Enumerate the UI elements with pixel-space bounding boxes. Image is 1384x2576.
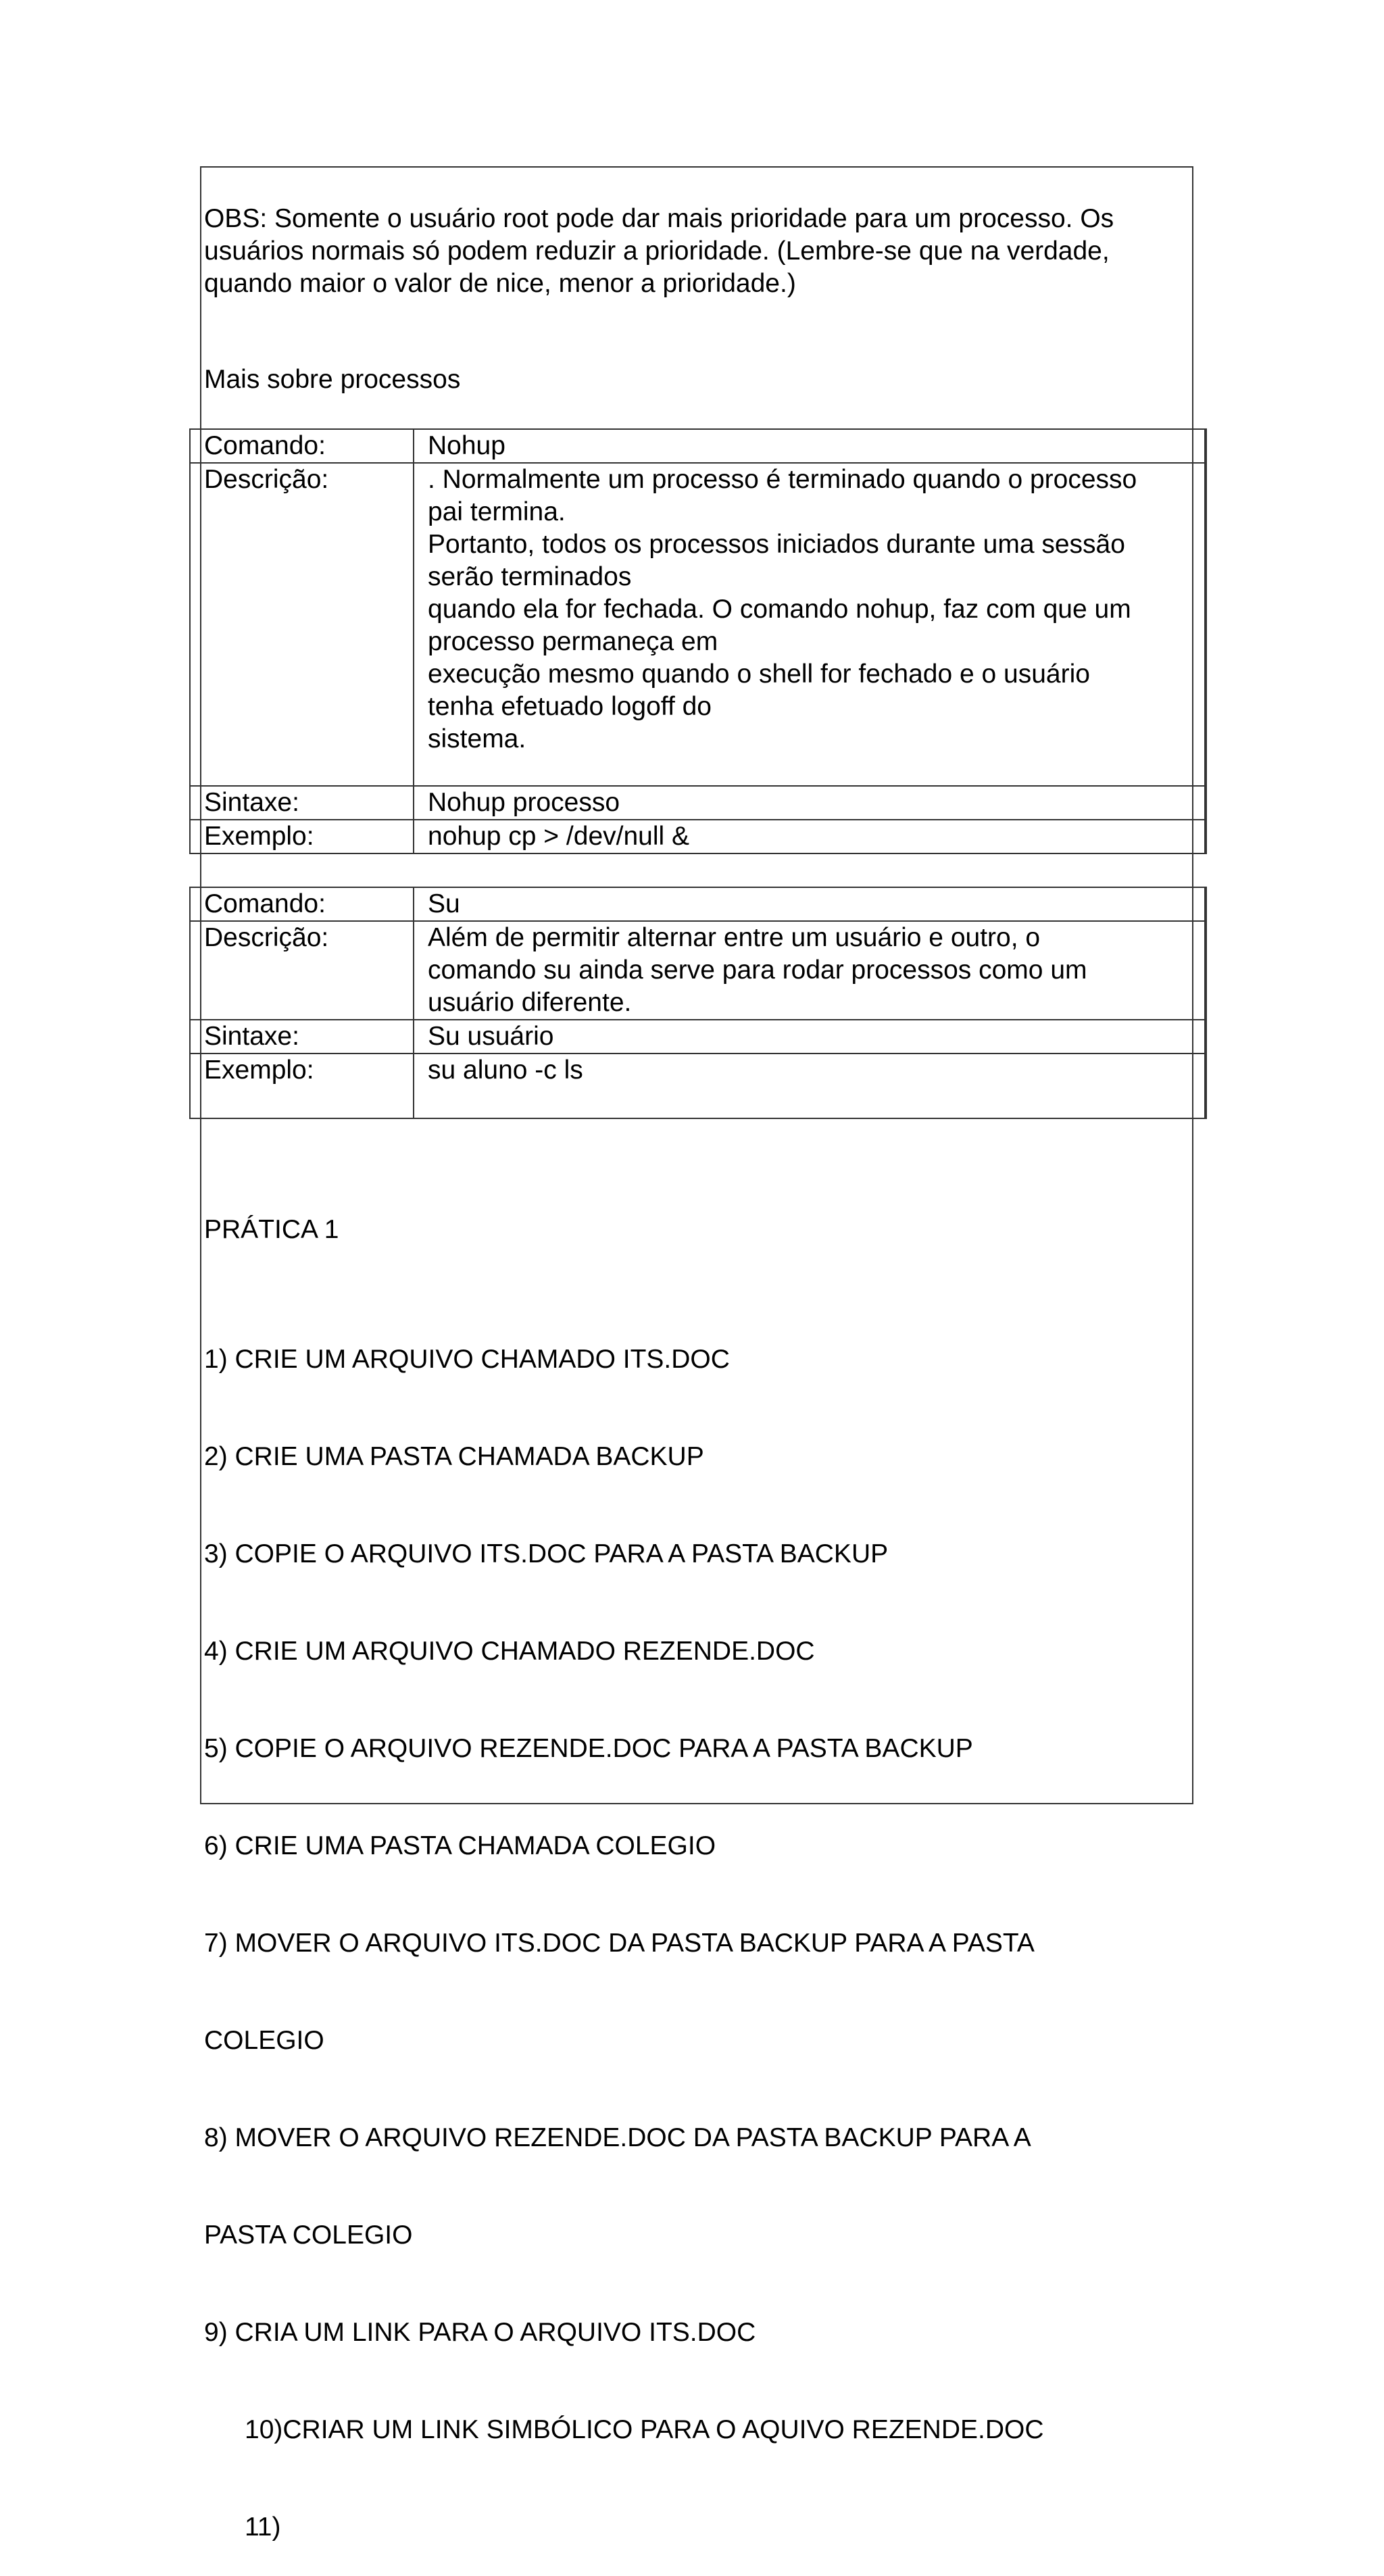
list-item: 1) CRIE UM ARQUIVO CHAMADO ITS.DOC	[204, 1345, 730, 1374]
sintaxe-value: Su usuário	[414, 1020, 1205, 1054]
obs-paragraph: OBS: Somente o usuário root pode dar mais prioridade para um processo. Os usuários normais só podem reduzir a prioridade. (Lembre-se que na verdade, quando maior o valor de nice, menor a prioridade.)	[204, 204, 1114, 298]
table-row	[190, 1020, 1206, 1054]
list-item: 5) COPIE O ARQUIVO REZENDE.DOC PARA A PASTA BACKUP	[204, 1734, 973, 1763]
table-row	[190, 786, 1206, 820]
pratica-list	[204, 1279, 1184, 2576]
list-item: 10)CRIAR UM LINK SIMBÓLICO PARA O AQUIVO REZENDE.DOC	[245, 2415, 1044, 2444]
section-heading: Mais sobre processos	[204, 365, 461, 394]
table-row	[190, 463, 1206, 786]
exemplo-value: nohup cp > /dev/null &	[414, 820, 1205, 853]
list-item: 9) CRIA UM LINK PARA O ARQUIVO ITS.DOC	[204, 2318, 756, 2347]
su-command-table	[189, 887, 1207, 1119]
exemplo-label: Exemplo:	[190, 820, 414, 853]
descricao-label: Descrição:	[190, 921, 414, 1020]
descricao-line: comando su ainda serve para rodar processos como um	[428, 956, 1087, 985]
exemplo-value: su aluno -c ls	[414, 1054, 1205, 1118]
comando-label: Comando:	[190, 429, 414, 463]
list-item: 6) CRIE UMA PASTA CHAMADA COLEGIO	[204, 1831, 716, 1860]
descricao-label: Descrição:	[190, 463, 414, 786]
list-item: 11)	[245, 2512, 281, 2542]
table-row	[190, 820, 1206, 853]
list-item: 3) COPIE O ARQUIVO ITS.DOC PARA A PASTA BACKUP	[204, 1539, 889, 1568]
descricao-value	[414, 463, 1205, 786]
comando-value: Su	[414, 887, 1205, 921]
descricao-line: . Normalmente um processo é terminado quando o processo	[428, 465, 1137, 494]
list-item: 4) CRIE UM ARQUIVO CHAMADO REZENDE.DOC	[204, 1637, 815, 1666]
pratica-title: PRÁTICA 1	[204, 1215, 339, 1244]
sintaxe-value: Nohup processo	[414, 786, 1205, 820]
descricao-line: quando ela for fechada. O comando nohup, faz com que um	[428, 595, 1131, 624]
descricao-line: tenha efetuado logoff do	[428, 692, 712, 721]
descricao-line: Além de permitir alternar entre um usuário e outro, o	[428, 923, 1041, 952]
descricao-line: serão terminados	[428, 562, 632, 591]
comando-value: Nohup	[414, 429, 1205, 463]
sintaxe-label: Sintaxe:	[190, 1020, 414, 1054]
list-item: COLEGIO	[204, 2026, 324, 2055]
table-row	[190, 921, 1206, 1020]
descricao-line: usuário diferente.	[428, 988, 632, 1017]
sintaxe-label: Sintaxe:	[190, 786, 414, 820]
descricao-value	[414, 921, 1205, 1020]
descricao-line: execução mesmo quando o shell for fechado e o usuário	[428, 660, 1090, 689]
descricao-line: processo permaneça em	[428, 627, 718, 656]
list-item: 2) CRIE UMA PASTA CHAMADA BACKUP	[204, 1442, 704, 1471]
list-item: 8) MOVER O ARQUIVO REZENDE.DOC DA PASTA BACKUP PARA A	[204, 2123, 1031, 2152]
list-item: PASTA COLEGIO	[204, 2221, 413, 2250]
table-row	[190, 887, 1206, 921]
table-row	[190, 1054, 1206, 1118]
descricao-line: pai termina.	[428, 497, 566, 526]
descricao-line: Portanto, todos os processos iniciados durante uma sessão	[428, 530, 1125, 559]
descricao-line: sistema.	[428, 724, 526, 753]
comando-label: Comando:	[190, 887, 414, 921]
list-item: 7) MOVER O ARQUIVO ITS.DOC DA PASTA BACKUP PARA A PASTA	[204, 1929, 1035, 1958]
nohup-command-table	[189, 428, 1207, 854]
exemplo-label: Exemplo:	[190, 1054, 414, 1118]
table-row	[190, 429, 1206, 463]
